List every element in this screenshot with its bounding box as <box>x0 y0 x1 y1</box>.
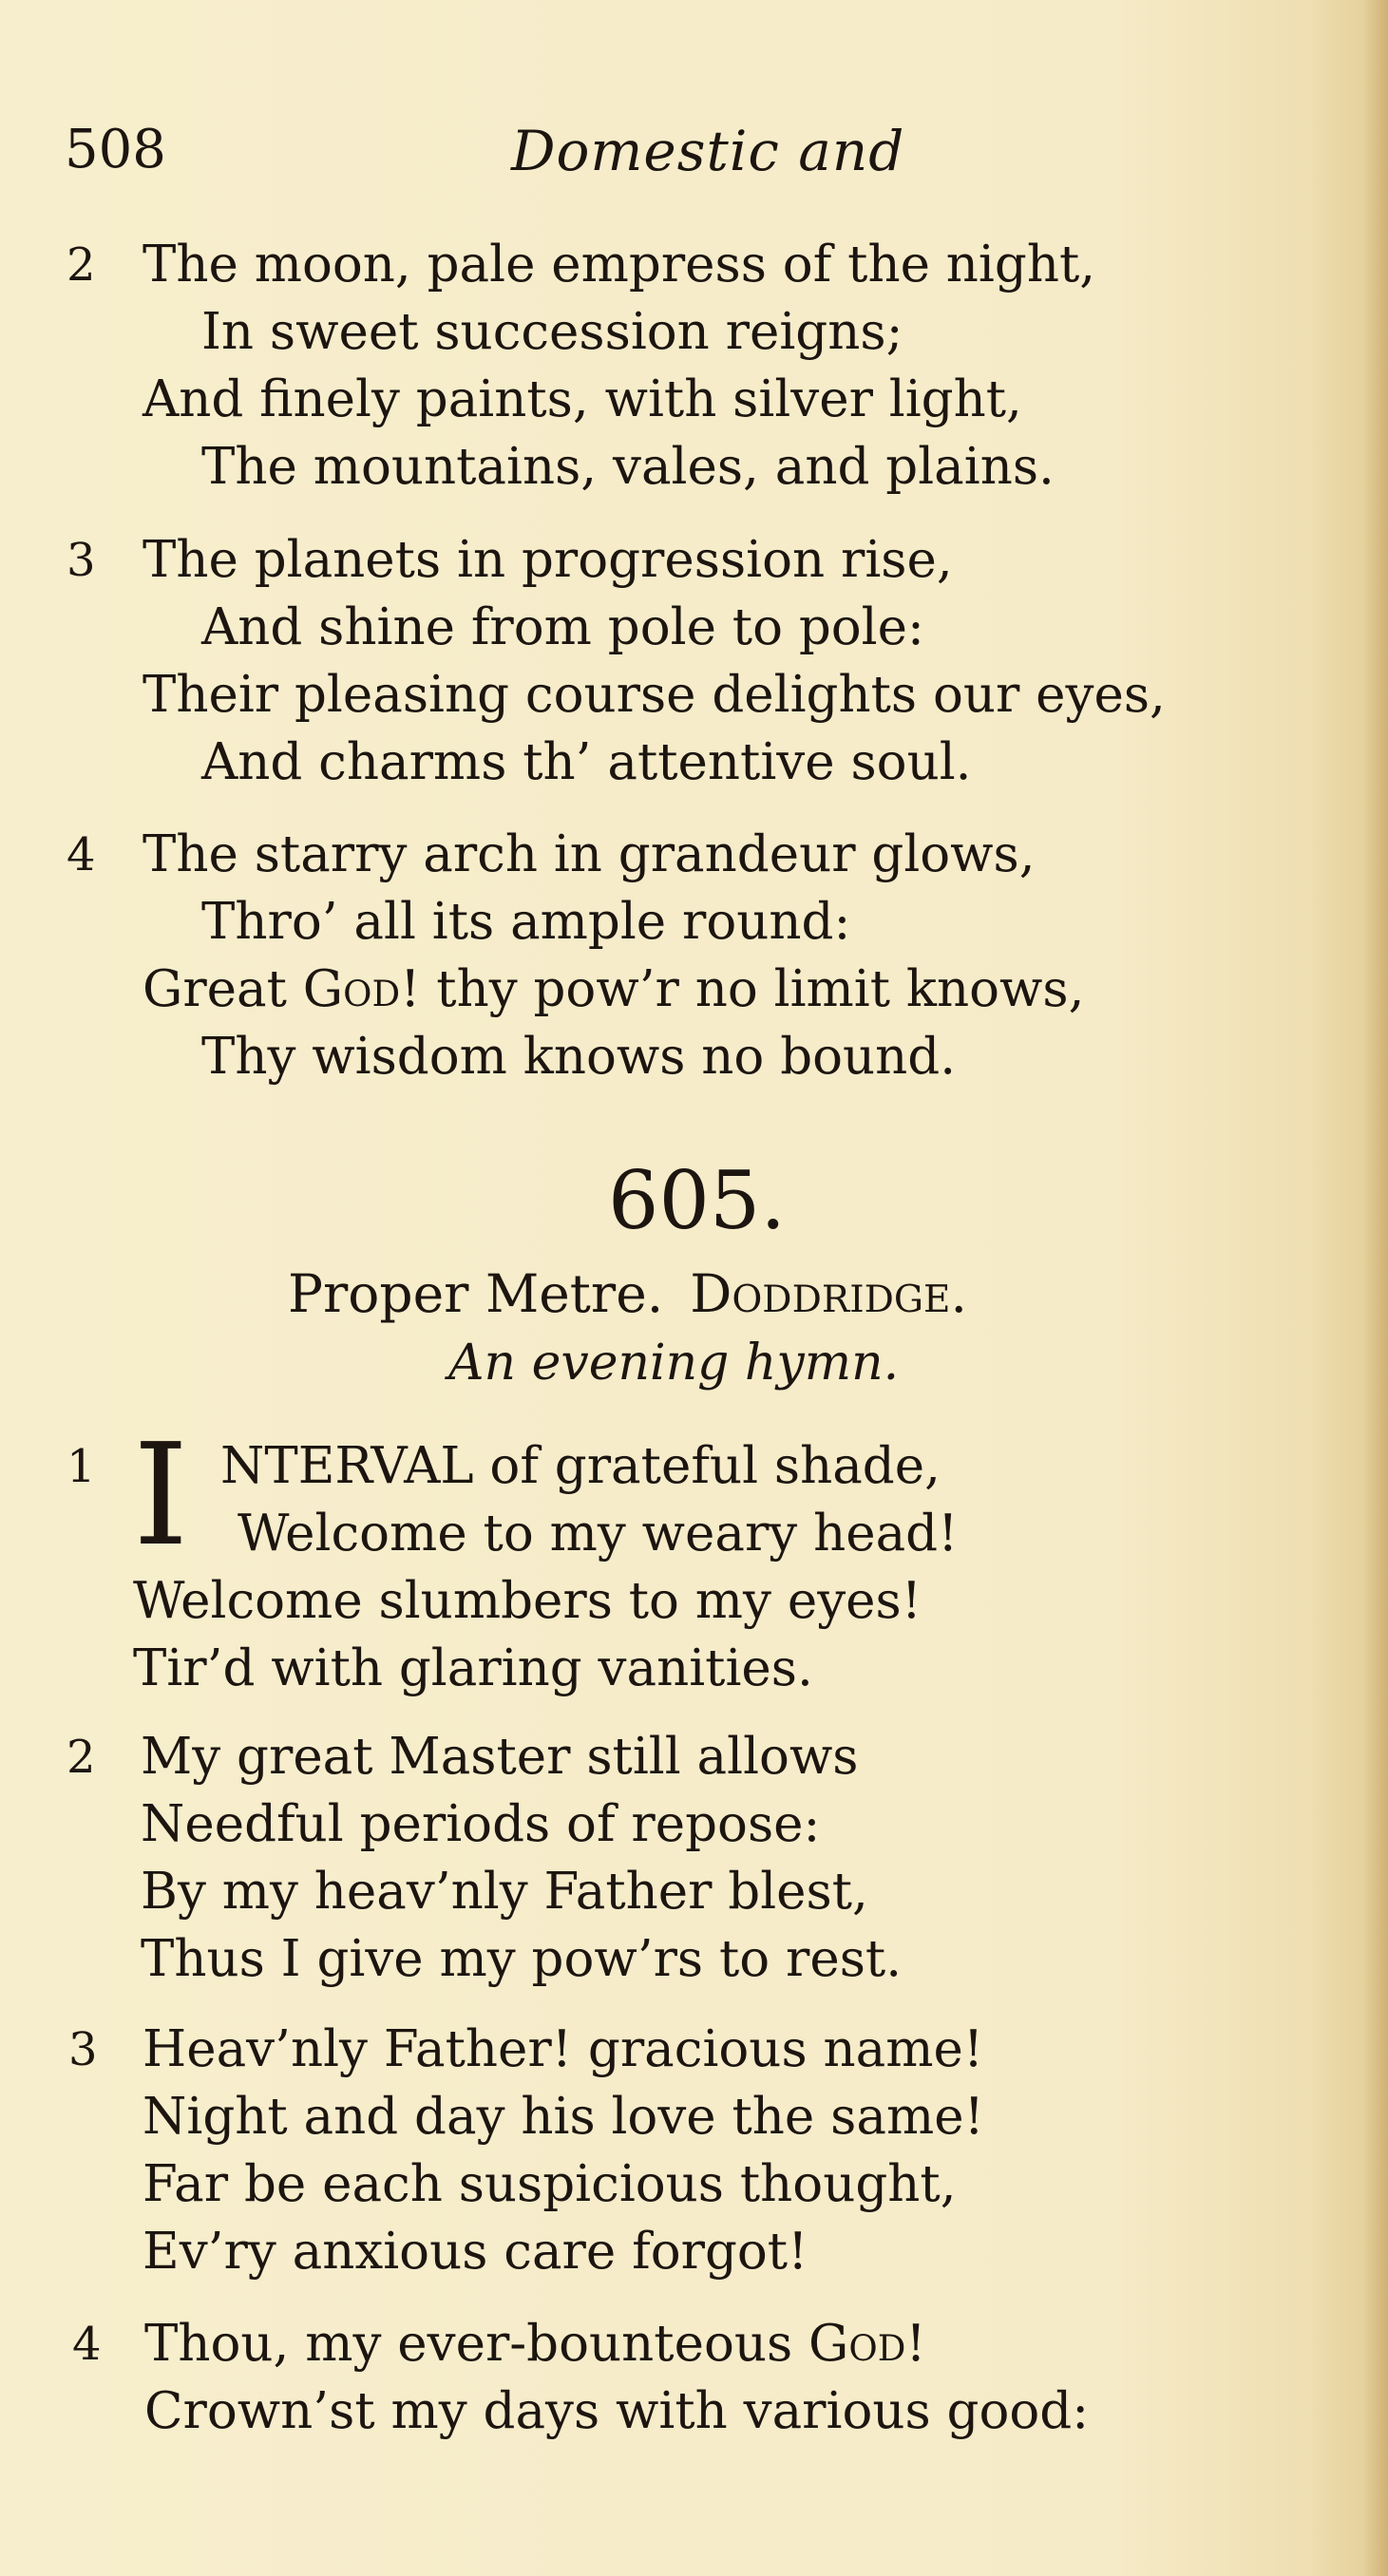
verse-line: Needful periods of repose: <box>141 1795 821 1853</box>
verse-line: Thou, my ever-bounteous God! <box>144 2315 926 2373</box>
verse-line: The moon, pale empress of the night, <box>143 236 1096 294</box>
metre: Proper Metre. <box>288 1263 664 1324</box>
verse-line: The starry arch in grandeur glows, <box>143 825 1036 883</box>
verse-line: In sweet succession reigns; <box>201 303 903 361</box>
page-header <box>65 119 1300 195</box>
hymn-subtitle: An evening hymn. <box>448 1335 900 1392</box>
stanza-number: 4 <box>67 828 96 881</box>
verse-line: Heav’nly Father! gracious name! <box>143 2020 984 2078</box>
verse-line: My great Master still allows <box>141 1728 859 1786</box>
verse-line: Welcome slumbers to my eyes! <box>133 1572 922 1630</box>
metre-author-line <box>288 1263 967 1324</box>
verse-line: Thro’ all its ample round: <box>201 893 851 951</box>
verse-line: And shine from pole to pole: <box>201 598 924 656</box>
stanza-number: 2 <box>67 238 96 292</box>
stanza-number: 2 <box>67 1731 96 1784</box>
stanza-number: 4 <box>72 2318 102 2371</box>
divine-name: God <box>808 2315 906 2373</box>
verse-line: Their pleasing course delights our eyes, <box>143 666 1166 724</box>
verse-line: The planets in progression rise, <box>143 531 953 589</box>
verse-line: Far be each suspicious thought, <box>143 2155 957 2213</box>
verse-line: The mountains, vales, and plains. <box>201 438 1055 496</box>
verse-line: Thy wisdom knows no bound. <box>201 1028 957 1086</box>
verse-line: Crown’st my days with various good: <box>144 2382 1090 2440</box>
verse-line: NTERVAL of grateful shade, <box>220 1437 941 1495</box>
author: Doddridge. <box>690 1263 967 1324</box>
verse-line: Welcome to my weary head! <box>238 1505 959 1563</box>
verse-line: And charms th’ attentive soul. <box>201 733 972 791</box>
verse-line: Thus I give my pow’rs to rest. <box>141 1930 903 1988</box>
stanza-number: 1 <box>67 1440 96 1493</box>
verse-line: And finely paints, with silver light, <box>143 370 1022 428</box>
verse-line: Tir’d with glaring vanities. <box>133 1639 813 1697</box>
verse-line: By my heav’nly Father blest, <box>141 1863 868 1921</box>
page-number: 508 <box>65 119 166 180</box>
verse-line: Ev’ry anxious care forgot! <box>143 2223 808 2281</box>
verse-line: Great God! thy pow’r no limit knows, <box>143 960 1085 1018</box>
stanza-number: 3 <box>68 2023 98 2076</box>
stanza-number: 3 <box>67 534 96 587</box>
drop-cap: I <box>133 1413 189 1577</box>
hymn-number: 605. <box>608 1154 787 1247</box>
running-title: Domestic and <box>511 119 905 183</box>
divine-name: God <box>302 960 401 1018</box>
verse-line: Night and day his love the same! <box>143 2088 984 2146</box>
page-edge-shadow <box>1363 0 1388 2576</box>
